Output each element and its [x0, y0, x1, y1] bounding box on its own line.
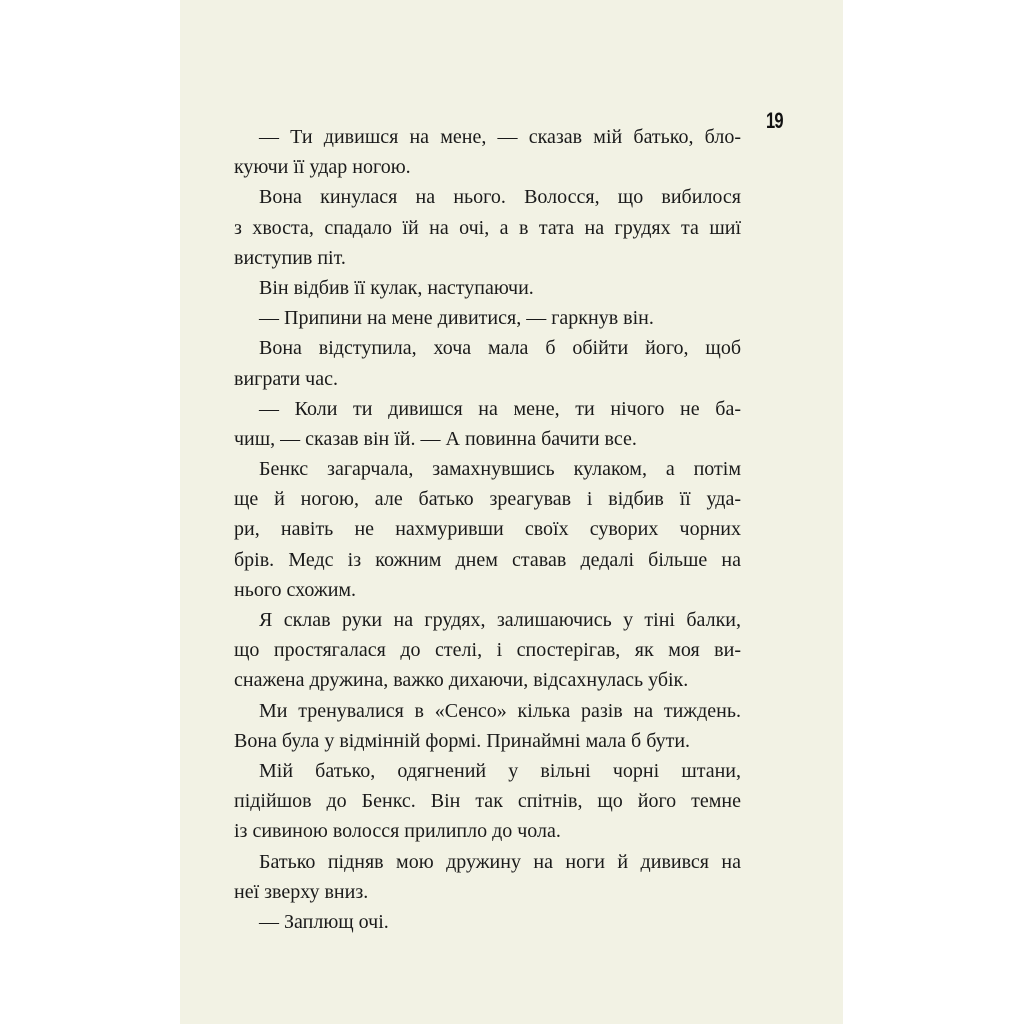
- text-line: Я склав руки на грудях, залишаючись у тіні балки,: [259, 609, 741, 631]
- paragraph: [234, 756, 741, 847]
- paragraph: [234, 394, 741, 454]
- text-line: Вона кинулася на нього. Волосся, що вибилося: [259, 186, 741, 209]
- text-line: снажена дружина, важко дихаючи, відсахнулась убік.: [234, 669, 689, 692]
- text-line: з хвоста, спадало їй на очі, а в тата на грудях та шиї: [234, 216, 741, 239]
- paragraph: [234, 182, 741, 273]
- text-line: із сивиною волосся прилипло до чола.: [234, 820, 561, 843]
- paragraph: [234, 333, 741, 393]
- text-line: що простягалася до стелі, і спостерігав, як моя ви-: [234, 639, 741, 662]
- body-text: [234, 122, 741, 937]
- text-line: — Коли ти дивишся на мене, ти нічого не ба-: [259, 397, 741, 420]
- text-line: підійшов до Бенкс. Він так спітнів, що його темне: [234, 790, 741, 813]
- text-line: виступив піт.: [234, 246, 346, 269]
- text-line: Бенкс загарчала, замахнувшись кулаком, а потім: [259, 458, 741, 481]
- paragraph: [234, 454, 741, 605]
- page-number: 19: [766, 108, 783, 133]
- text-line: ри, навіть не нахмуривши своїх суворих чорних: [234, 518, 741, 541]
- paragraph: [234, 605, 741, 696]
- text-line: нього схожим.: [234, 578, 357, 601]
- text-line: — Ти дивишся на мене, — сказав мій батько, бло-: [259, 126, 741, 148]
- text-line: Вона відступила, хоча мала б обійти його, щоб: [259, 337, 741, 360]
- text-line: Батько підняв мою дружину на ноги й дивився на: [259, 850, 741, 873]
- paragraph: [234, 847, 741, 907]
- paragraph: [234, 303, 741, 333]
- text-line: чиш, — сказав він їй. — А повинна бачити все.: [234, 427, 637, 450]
- text-line: ще й ногою, але батько зреагував і відбив її уда-: [234, 488, 741, 511]
- paragraph: [234, 122, 741, 182]
- text-line: брів. Медс із кожним днем ставав дедалі більше на: [234, 548, 741, 571]
- text-line: неї зверху вниз.: [234, 880, 369, 903]
- text-line: виграти час.: [234, 367, 338, 390]
- text-line: Ми тренувалися в «Сенсо» кілька разів на тиждень.: [259, 699, 741, 722]
- text-line: — Припини на мене дивитися, — гаркнув він.: [259, 307, 654, 330]
- text-line: — Заплющ очі.: [259, 910, 389, 933]
- paragraph: [234, 907, 741, 937]
- paragraph: [234, 696, 741, 756]
- text-line: куючи її удар ногою.: [234, 156, 411, 179]
- text-line: Вона була у відмінній формі. Принаймні мала б бути.: [234, 729, 691, 752]
- text-line: Мій батько, одягнений у вільні чорні штани,: [259, 759, 741, 782]
- text-line: Він відбив її кулак, наступаючи.: [259, 276, 534, 299]
- paragraph: [234, 273, 741, 303]
